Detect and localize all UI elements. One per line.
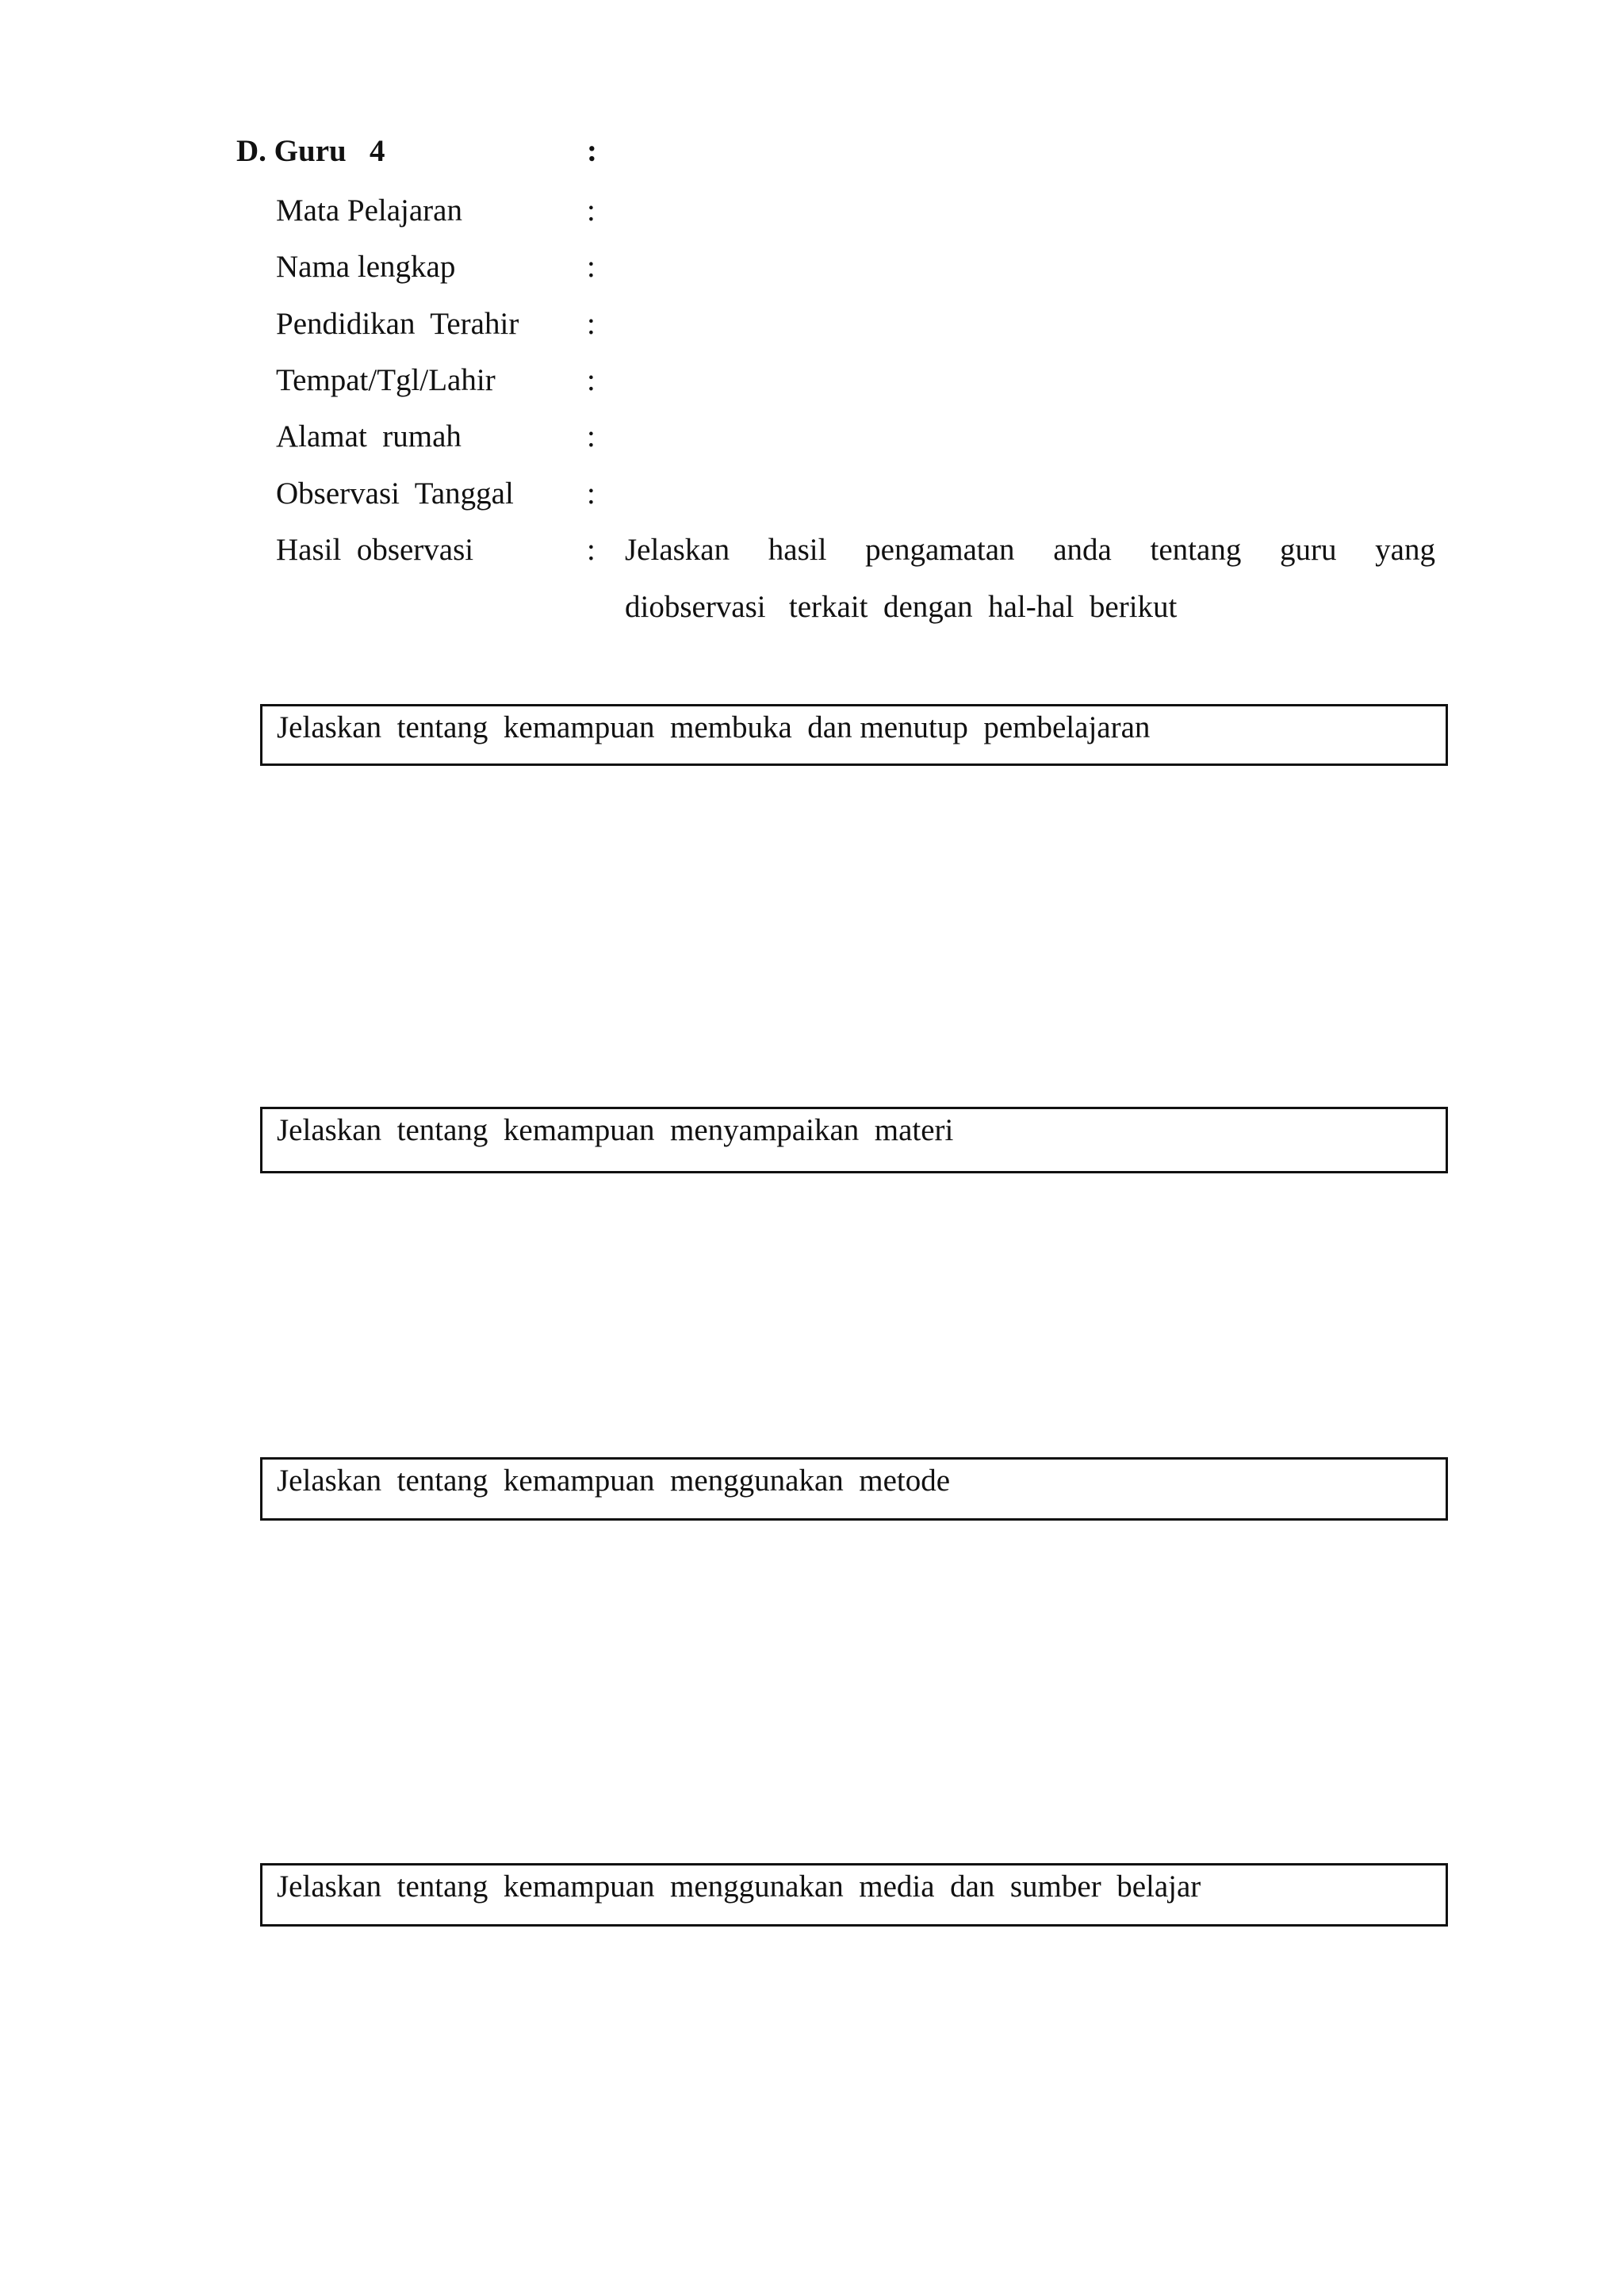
field-row-observasi-tanggal <box>0 476 1624 523</box>
field-row-pendidikan-terahir <box>0 306 1624 354</box>
observation-instruction-line-2: diobservasi terkait dengan hal-hal berikut <box>625 590 1178 624</box>
field-label: Hasil observasi <box>276 533 474 567</box>
field-row-tempat-tgl-lahir <box>0 362 1624 410</box>
field-colon: : <box>587 533 596 567</box>
field-colon: : <box>587 476 596 511</box>
question-box-method-usage: Jelaskan tentang kemampuan menggunakan metode <box>260 1457 1448 1521</box>
field-label: Nama lengkap <box>276 250 456 284</box>
observation-instruction-line-1: Jelaskan hasil pengamatan anda tentang guru yang <box>625 533 1435 567</box>
field-label: Tempat/Tgl/Lahir <box>276 363 496 397</box>
question-box-opening-closing: Jelaskan tentang kemampuan membuka dan menutup pembelajaran <box>260 704 1448 766</box>
field-label: Alamat rumah <box>276 419 462 453</box>
field-label: Pendidikan Terahir <box>276 307 519 341</box>
field-label: Observasi Tanggal <box>276 476 514 511</box>
field-colon: : <box>587 193 596 228</box>
section-title: D. Guru 4 <box>236 134 385 168</box>
field-row-nama-lengkap <box>0 249 1624 297</box>
field-row-alamat-rumah <box>0 419 1624 466</box>
field-colon: : <box>587 250 596 284</box>
field-colon: : <box>587 419 596 453</box>
field-colon: : <box>587 307 596 341</box>
field-colon: : <box>587 363 596 397</box>
question-box-media-resources: Jelaskan tentang kemampuan menggunakan media dan sumber belajar <box>260 1863 1448 1927</box>
field-row-mata-pelajaran <box>0 193 1624 240</box>
field-label: Mata Pelajaran <box>276 193 462 228</box>
section-title-colon: : <box>587 134 597 168</box>
question-box-material-delivery: Jelaskan tentang kemampuan menyampaikan materi <box>260 1107 1448 1173</box>
